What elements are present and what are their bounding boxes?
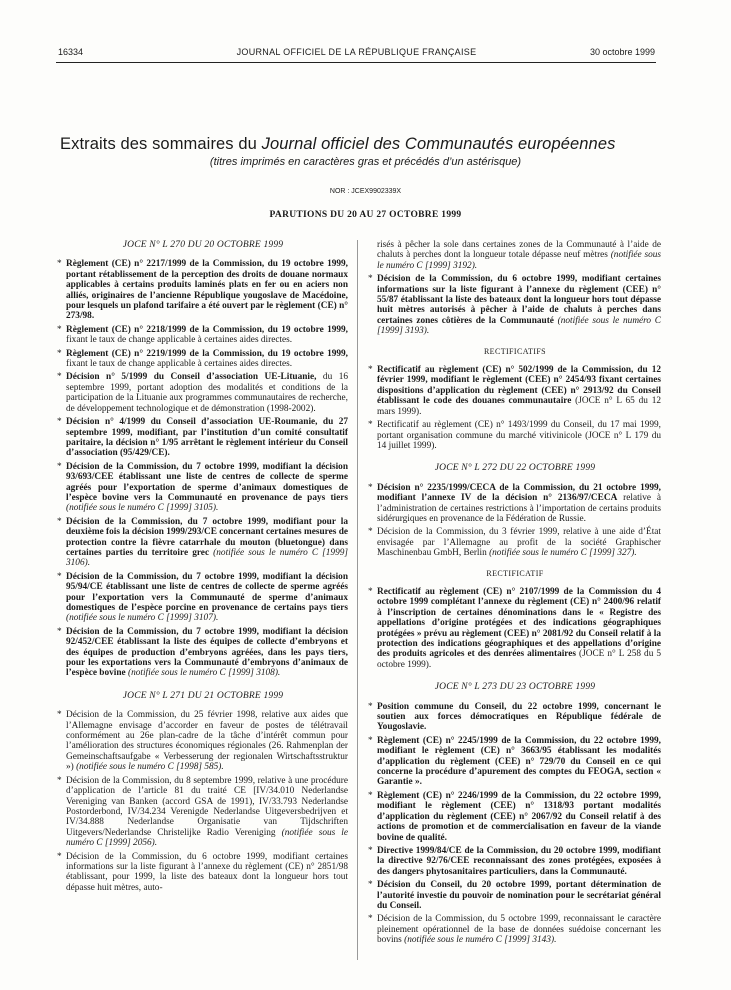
journal-name: JOURNAL OFFICIEL DE LA RÉPUBLIQUE FRANÇAISE [236, 47, 477, 57]
entry-text: (JOCE n° L 65 du 12 mars 1999). [377, 396, 661, 417]
document-subtitle: (titres imprimés en caractères gras et précédés d’un astérisque) [209, 156, 522, 168]
summary-entry [58, 325, 348, 346]
journal-section-heading: JOCE N° L 273 DU 23 OCTOBRE 1999 [434, 682, 596, 693]
entry-bold-text: Décision de la Commission, du 7 octobre 1999, modifiant la décision 95/94/CE établissant une liste de centres de collecte de sperme agréés pour l’exportation vers la Communauté de sperme d’animaux domestiques de l’espèce porcine en provenance de certains pays tiers [66, 571, 348, 613]
journal-section-heading: JOCE N° L 272 DU 22 OCTOBRE 1999 [434, 463, 596, 474]
summary-entry [369, 846, 661, 877]
entry-bold-text: Règlement (CE) n° 2217/1999 de la Commission, du 19 octobre 1999, portant rétablissement de la perception des droits de douane normaux applicables à certains produits laminés plats en fer ou en aciers non alliés, originaires de l’ancienne République yougoslave de Macédoine, pour lesquels un plafond tarifaire a été ouvert par le règlement (CE) n° 273/98. [66, 259, 348, 322]
summary-entry [369, 880, 661, 911]
entry-bold-text: Règlement (CE) n° 2246/1999 de la Commission, du 22 octobre 1999, modifiant le règlement (CEE) n° 1318/93 portant modalités d’application du règlement (CEE) n° 2067/92 du Conseil relatif à des actions de promotion et de commercialisation en faveur de la viande bovine de qualité. [377, 790, 661, 843]
rectificatif-heading: RECTIFICATIF [486, 568, 544, 578]
entry-text: Décision de la Commission, du 3 février 1999, relative à une aide d’État envisagée par l’Allemagne au profit de la société Graphischer Maschinenbau GmbH, Berlin [377, 527, 661, 559]
summary-entry [58, 259, 348, 321]
entry-bold-text: Rectificatif au règlement (CE) n° 2107/1999 de la Commission du 4 octobre 1999 complétant l’annexe du règlement (CE) n° 2400/96 relatif à l’inscription de certaines dénominations dans le « Registre des appellations d’origine protégées et des indications géographiques protégées » prévu au règlement (CEE) n° 2081/92 du Conseil relatif à la protection des indications géographiques et des appellations d’origine des produits agricoles et des denrées alimentaires [377, 586, 661, 660]
summary-entry [369, 702, 661, 733]
header-rule [56, 62, 656, 63]
summary-entry [58, 852, 348, 894]
summary-entry [369, 914, 661, 945]
journal-section-heading: JOCE N° L 271 DU 21 OCTOBRE 1999 [122, 690, 284, 701]
rectificatif-heading: RECTIFICATIFS [483, 346, 547, 356]
asterisk-marker: * [368, 880, 373, 891]
asterisk-marker: * [57, 851, 62, 862]
entry-text: fixant le taux de change applicable à certaines aides directes. [66, 359, 293, 370]
summary-entry [58, 710, 348, 772]
asterisk-marker: * [368, 914, 373, 925]
entry-bold-text: Décision de la Commission, du 7 octobre 1999, modifiant la décision 93/693/CEE établissant une liste de centres de collecte de sperme agréés pour l’exportation de sperme d’animaux domestiques de l’espèce bovine vers la Communauté en provenance de pays tiers [66, 461, 348, 503]
summary-entry [369, 587, 661, 670]
asterisk-marker: * [57, 417, 62, 428]
entry-bold-text: Décision n° 4/1999 du Conseil d’association UE-Roumanie, du 27 septembre 1999, modifiant, par l’institution d’un comité consultatif paritaire, la décision n° 1/95 arrêtant le règlement intérieur du Conseil d’association (95/429/CE). [66, 417, 348, 459]
title-prefix: Extraits des sommaires du [60, 135, 262, 153]
summary-entry [369, 365, 661, 417]
entry-bold-text: Règlement (CE) n° 2245/1999 de la Commission, du 22 octobre 1999, modifiant le règlement (CE) n° 3663/95 établissant les modalités d’application du règlement (CEE) n° 729/70 du Conseil en ce qui concerne la procédure d’apurement des comptes du FEOGA, section « Garantie ». [377, 735, 661, 788]
asterisk-marker: * [57, 324, 62, 335]
entry-notification: (notifiée sous le numéro C [1999] 3106). [66, 547, 348, 569]
asterisk-marker: * [57, 571, 62, 582]
page-number: 16334 [58, 47, 84, 57]
entry-text: Décision de la Commission, du 8 septembre 1999, relative à une procédure d’application de l’article 81 du traité CE [IV/34.010 Nederlandse Vereniging van Banken (accord GSA de 1991), IV/33.793 Nederlandse Postorderbond, IV/34.234 Verenigde Nederlandse Uitgeversbedrijven et IV/34.888 Nederlandse Organisatie van Tijdschriften Uitgevers/Nederlandse Christelijke Radio Vereniging [66, 775, 348, 838]
entry-text: risés à pêcher la sole dans certaines zones de la Communauté à l’aide de chaluts à perches dont la longueur totale dépasse neuf mètres [377, 240, 661, 261]
entry-text: Décision de la Commission, du 6 octobre 1999, modifiant certaines informations sur la liste figurant à l’annexe du règlement (CE) n° 2851/98 établissant, pour 1999, la liste des bateaux dont la longueur hors tout dépasse huit mètres, auto- [66, 851, 348, 893]
summary-entry [369, 527, 661, 558]
entry-notification: (notifiée sous le numéro C [1998] 585). [76, 762, 224, 773]
summary-entry [58, 417, 348, 459]
right-column [369, 240, 661, 949]
entry-bold-text: Décision n° 5/1999 du Conseil d’association UE-Lituanie, [66, 372, 317, 383]
entry-bold-text: Directive 1999/84/CE de la Commission, du 20 octobre 1999, modifiant la directive 92/76/CEE reconnaissant des zones protégées, exposées à des dangers phytosanitaires particuliers, dans la Communauté. [377, 845, 661, 877]
asterisk-marker: * [368, 365, 373, 376]
entry-text: (JOCE n° L 258 du 5 octobre 1999). [377, 649, 661, 670]
asterisk-marker: * [368, 790, 373, 801]
asterisk-marker: * [368, 274, 373, 285]
nor-reference: NOR : JCEX9902339X [329, 188, 402, 195]
asterisk-marker: * [57, 372, 62, 383]
summary-entry [58, 372, 348, 414]
entry-notification: (notifiée sous le numéro C [1999] 2056). [66, 827, 348, 849]
entry-text: du 16 septembre 1999, portant adoption des modalités et conditions de la participation de la Lituanie aux programmes communautaires de recherche, de développement technologique et de démonstration (1998-2002). [66, 372, 348, 414]
asterisk-marker: * [57, 710, 62, 721]
entry-bold-text: Règlement (CE) n° 2219/1999 de la Commission, du 19 octobre 1999, [66, 348, 348, 359]
asterisk-marker: * [57, 461, 62, 472]
summary-entry [369, 483, 661, 525]
summary-entry [369, 736, 661, 788]
entry-bold-text: Décision de la Commission, du 7 octobre 1999, modifiant la décision 92/452/CEE établissant la liste des équipes de collecte d’embryons et des équipes de production d’embryons agréées, dans les pays tiers, pour les exportations vers la Communauté d’embryons d’animaux de l’espèce bovine [66, 626, 348, 679]
entry-bold-text: Décision n° 2235/1999/CECA de la Commission, du 21 octobre 1999, modifiant l’annexe IV de la décision n° 2136/97/CECA [377, 482, 661, 504]
asterisk-marker: * [57, 626, 62, 637]
asterisk-marker: * [368, 586, 373, 597]
summary-entry [58, 517, 348, 569]
asterisk-marker: * [57, 775, 62, 786]
asterisk-marker: * [368, 735, 373, 746]
asterisk-marker: * [57, 516, 62, 527]
asterisk-marker: * [57, 259, 62, 270]
issue-date: 30 octobre 1999 [589, 47, 655, 57]
summary-entry [369, 791, 661, 843]
entry-bold-text: Décision de la Commission, du 7 octobre 1999, modifiant pour la deuxième fois la décision 1999/293/CE concernant certaines mesures de protection contre la fièvre catarrhale du mouton (bluetongue) dans certaines parties du territoire grec [66, 516, 348, 558]
entry-text: relative à l’administration de certaines restrictions à l’importation de certains produits sidérurgiques en provenance de la Fédération de Russie. [377, 493, 661, 524]
document-title [60, 135, 660, 154]
parutions-heading: PARUTIONS DU 20 AU 27 OCTOBRE 1999 [269, 210, 462, 220]
summary-entry [58, 572, 348, 624]
summary-entry [58, 776, 348, 849]
column-divider [357, 240, 358, 960]
entry-text: Décision de la Commission, du 25 février 1998, relative aux aides que l’Allemagne envisage d’accorder en faveur de postes de télétravail conformément au 26e plan-cadre de la tâche d’intérêt commun pour l’amélioration des structures économiques régionales (26. Rahmenplan der Gemeinschaftsaufgabe « Verbesserung der regionalen Wirtschaftsstruktur ») [66, 710, 348, 773]
title-journal: Journal officiel des Communautés européennes [261, 135, 616, 153]
entry-bold-text: Décision du Conseil, du 20 octobre 1999, portant détermination de l’autorité investie du pouvoir de nomination pour le secrétariat général du Conseil. [377, 880, 661, 911]
asterisk-marker: * [368, 845, 373, 856]
summary-entry [58, 462, 348, 514]
entry-notification: (notifiée sous le numéro C [1999] 3107). [66, 613, 219, 624]
asterisk-marker: * [57, 348, 62, 359]
entry-notification: (notifiée sous le numéro C [1999] 3192). [377, 250, 661, 271]
entry-notification: (notifiée sous le numéro C [1999] 3193). [377, 315, 661, 337]
entry-text: Rectificatif au règlement (CE) n° 1493/1999 du Conseil, du 17 mai 1999, portant organisation commune du marché vitivinicole (JOCE n° L 179 du 14 juillet 1999). [377, 420, 661, 451]
entry-bold-text: Règlement (CE) n° 2218/1999 de la Commission, du 19 octobre 1999, [66, 324, 348, 335]
page-header [58, 47, 655, 61]
entry-notification: (notifiée sous le numéro C [1999] 3143). [404, 935, 557, 946]
summary-entry [369, 420, 661, 451]
asterisk-marker: * [368, 482, 373, 493]
summary-entry [58, 349, 348, 370]
entry-notification: (notifiée sous le numéro C [1999] 3108). [127, 668, 281, 679]
asterisk-marker: * [368, 420, 373, 431]
entry-text: fixant le taux de change applicable à certaines aides directes. [66, 335, 293, 346]
summary-entry [369, 240, 661, 271]
entry-notification: (notifiée sous le numéro C [1999] 327). [489, 548, 637, 559]
left-column [58, 240, 348, 896]
asterisk-marker: * [368, 527, 373, 538]
entry-bold-text: Décision de la Commission, du 6 octobre 1999, modifiant certaines informations sur la liste figurant à l’annexe du règlement (CEE) n° 55/87 établissant la liste des bateaux dont la longueur hors tout dépasse huit mètres autorisés à pêcher à l’aide de chaluts à perches dans certaines zones côtières de la Communauté [377, 274, 661, 326]
summary-entry [58, 627, 348, 679]
entry-text: Décision de la Commission, du 5 octobre 1999, reconnaissant le caractère pleinement opérationnel de la base de données suédoise concernant les bovins [377, 914, 661, 946]
entry-bold-text: Rectificatif au règlement (CE) n° 502/1999 de la Commission, du 12 février 1999, modifiant le règlement (CEE) n° 2454/93 fixant certaines dispositions d’application du règlement (CEE) n° 2913/92 du Conseil établissant le code des douanes communautaire [377, 365, 661, 407]
summary-entry [369, 274, 661, 336]
entry-bold-text: Position commune du Conseil, du 22 octobre 1999, concernant le soutien aux forces démocratiques en République fédérale de Yougoslavie. [377, 701, 661, 733]
journal-section-heading: JOCE N° L 270 DU 20 OCTOBRE 1999 [122, 240, 284, 250]
asterisk-marker: * [368, 701, 373, 712]
entry-notification: (notifiée sous le numéro C [1999] 3105). [66, 503, 219, 514]
